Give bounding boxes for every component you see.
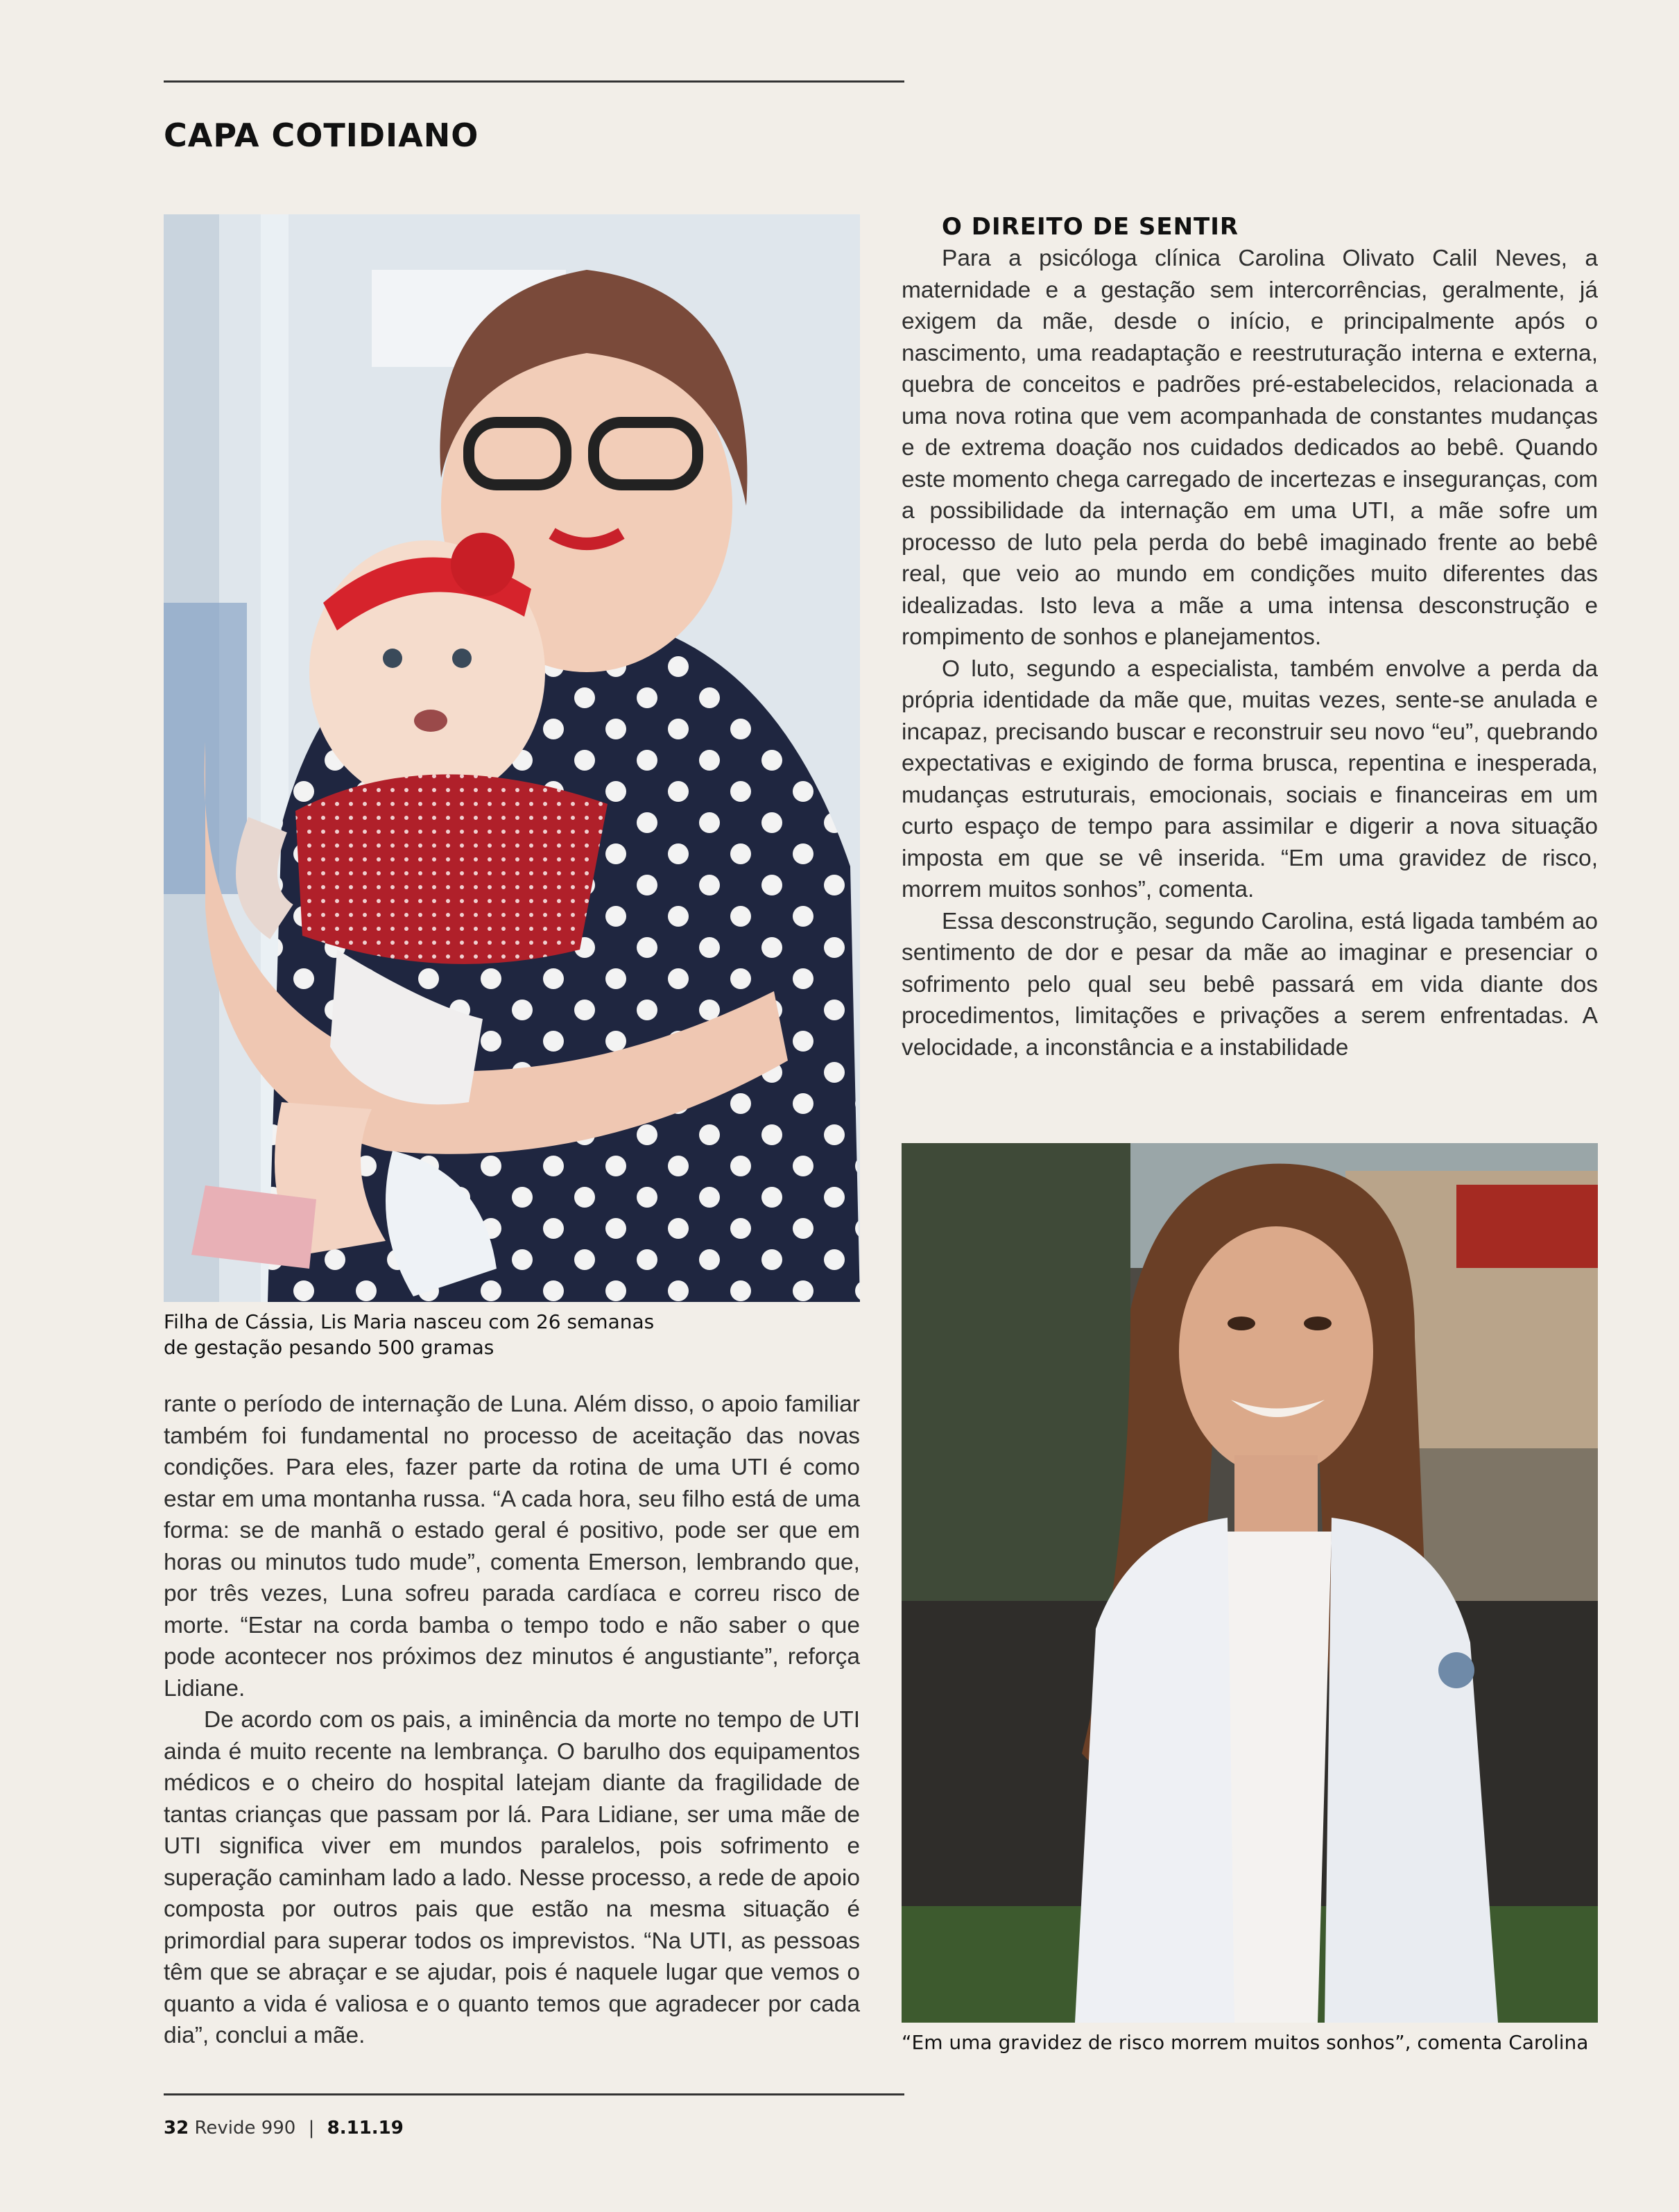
right-column	[902, 211, 1598, 1063]
paragraph: rante o período de internação de Luna. Além disso, o apoio familiar também foi fundamental no processo de aceitação das novas condições. Para eles, fazer parte da rotina de uma UTI é como estar em uma montanha russa. “A cada hora, seu filho está de uma forma: se de manhã o estado geral é positivo, pode ser que em horas ou minutos tudo mude”, comenta Emerson, lembrando que, por três vezes, Luna sofreu parada cardíaca e correu risco de morte. “Estar na corda bamba o tempo todo e não saber o que pode acontecer nos próximos dez minutos é angustiante”, reforça Lidiane.	[164, 1391, 860, 1701]
paragraph: Para a psicóloga clínica Carolina Olivato Calil Neves, a maternidade e a gestação sem intercorrências, geralmente, já exigem da mãe, desde o início, e principalmente após o nascimento, uma readaptação e reestruturação interna e externa, quebra de conceitos e padrões pré-estabelecidos, relacionada a uma nova rotina que vem acompanhada de constantes mudanças e de extrema doação nos cuidados dedicados ao bebê. Quando este momento chega carregado de incertezas e inseguranças, com a possibilidade da internação em uma UTI, a mãe sofre um processo de luto pela perda do bebê imaginado frente ao bebê real, que veio ao mundo em condições muito diferentes das idealizadas. Isto leva a mãe a uma intensa desconstrução e rompimento de sonhos e planejamentos.	[902, 246, 1598, 650]
photo-carolina	[902, 1143, 1598, 2023]
paragraph: O luto, segundo a especialista, também envolve a perda da própria identidade da mãe que, muitas vezes, sente-se anulada e incapaz, precisando buscar e reconstruir seu novo “eu”, quebrando expectativas e exigindo de forma brusca, repentina e inesperada, mudanças estruturais, emocionais, sociais e financeiras em um curto espaço de tempo para assimilar e digerir a nova situação imposta em que se vê inserida. “Em uma gravidez de risco, morrem muitos sonhos”, comenta.	[902, 655, 1598, 902]
photo2-caption: “Em uma gravidez de risco morrem muitos sonhos”, comenta Carolina	[902, 2031, 1589, 2054]
left-column	[164, 1389, 860, 2052]
photo-mother-baby	[164, 214, 860, 1302]
footer	[164, 2118, 404, 2138]
footer-separator: |	[308, 2118, 315, 2138]
subheading: O DIREITO DE SENTIR	[942, 213, 1239, 241]
magazine-name: Revide 990	[194, 2118, 296, 2138]
paragraph: Essa desconstrução, segundo Carolina, está ligada também ao sentimento de dor e pesar da mãe ao imaginar e presenciar o sofrimento pelo qual seu bebê passará em vida diante dos procedimentos, limitações e privações a serem enfrentadas. A velocidade, a inconstância e a instabilidade	[902, 908, 1598, 1061]
photo1-caption: Filha de Cássia, Lis Maria nasceu com 26 semanas de gestação pesando 500 gramas	[164, 1310, 655, 1359]
issue-date: 8.11.19	[327, 2118, 404, 2138]
paragraph: De acordo com os pais, a iminência da morte no tempo de UTI ainda é muito recente na lembrança. O barulho dos equipamentos médicos e o cheiro do hospital latejam diante da fragilidade de tantas crianças que passam por lá. Para Lidiane, ser uma mãe de UTI significa viver em mundos paralelos, pois sofrimento e superação caminham lado a lado. Nesse processo, a rede de apoio composta por outros pais que estão na mesma situação é primordial para superar todos os imprevistos. “Na UTI, as pessoas têm que se abraçar e se ajudar, pois é naquele lugar que vemos o quanto a vida é valiosa e o quanto temos que agradecer por cada dia”, conclui a mãe.	[164, 1707, 860, 2048]
bottom-rule	[164, 2093, 904, 2095]
section-title: CAPA COTIDIANO	[164, 117, 479, 154]
top-rule	[164, 80, 904, 83]
page-number: 32	[164, 2118, 189, 2138]
